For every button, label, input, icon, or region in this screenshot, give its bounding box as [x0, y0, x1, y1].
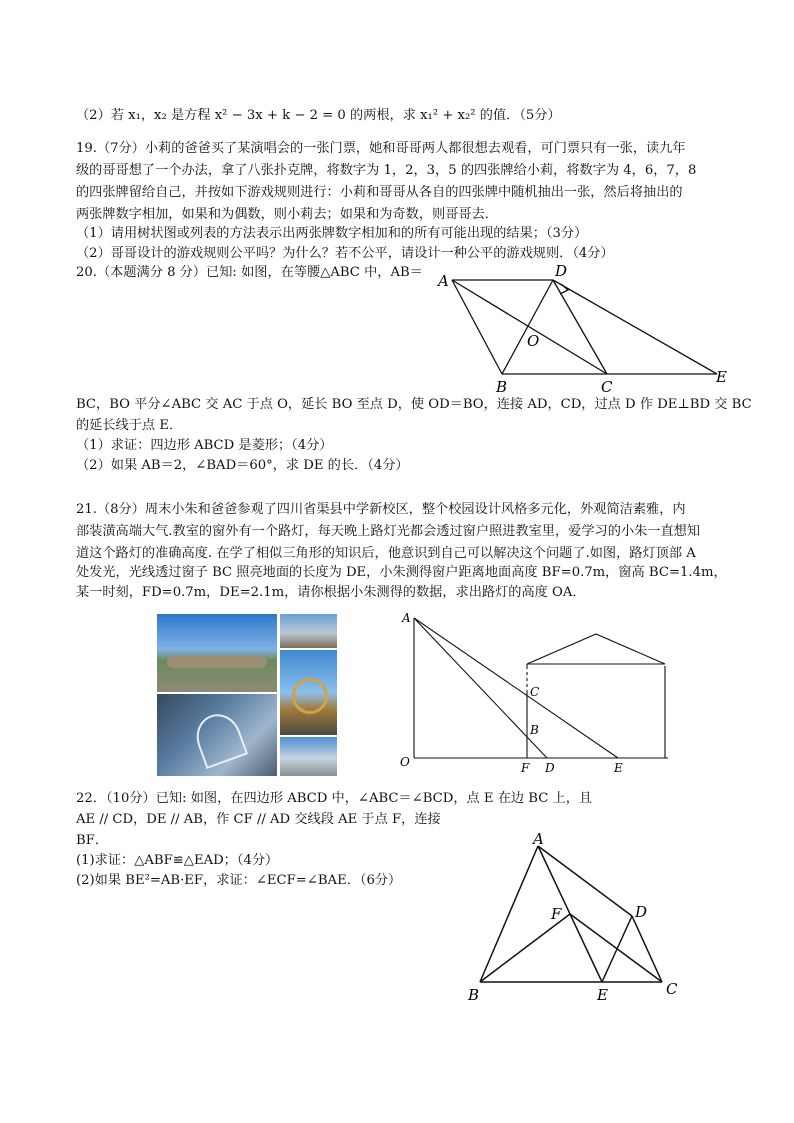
- rhombus-figure: [430, 256, 740, 396]
- q19-line-3: 的四张牌留给自己，并按如下游戏规则进行：小莉和哥哥从各自的四张牌中随机抽出一张，然后将抽出的: [76, 185, 683, 200]
- campus-photo-5: [280, 737, 337, 776]
- street-light-figure: [390, 606, 680, 778]
- q22-line-3: BF．: [76, 833, 109, 848]
- label-e: E: [716, 368, 727, 386]
- q22-part1: (1)求证：△ABF≌△EAD；（4分）: [76, 853, 279, 868]
- label-f: F: [521, 761, 530, 775]
- q21-line-2: 部装潢高端大气.教室的窗外有一个路灯，每天晚上路灯光都会透过窗户照进教室里，爱学习的小朱一直想知: [76, 524, 701, 539]
- q21-line-3: 道这个路灯的准确高度. 在学了相似三角形的知识后，他意识到自己可以解决这个问题了.如图，路灯顶部 A: [76, 546, 696, 561]
- q22-line-2: AE // CD，DE // AB，作 CF // AD 交线段 AE 于点 F，连接: [76, 812, 441, 827]
- label-b: B: [496, 378, 508, 396]
- segment-ac: [452, 280, 607, 374]
- segment-bf: [480, 914, 570, 982]
- campus-photo-2: [157, 694, 277, 776]
- q20-line-3: 的延长线于点 E．: [76, 418, 183, 433]
- q19-part2: （2）哥哥设计的游戏规则公平吗？为什么？若不公平，请设计一种公平的游戏规则．（4分）: [76, 246, 614, 261]
- q20-head: 20.（本题满分 8 分）已知: 如图，在等腰△ABC 中，AB＝: [76, 265, 423, 280]
- q18-part2: （2）若 x₁，x₂ 是方程 x² − 3x + k − 2 = 0 的两根，求 x₁² + x₂² 的值．（5分）: [76, 108, 561, 123]
- campus-photo-4: [280, 650, 337, 735]
- label-b: B: [530, 723, 539, 737]
- label-c: C: [601, 378, 613, 396]
- q19-line-2: 级的哥哥想了一个办法，拿了八张扑克牌，将数字为 1，2，3，5 的四张牌给小莉，将数字为 4，6，7，8: [76, 163, 697, 178]
- label-c: C: [530, 685, 540, 699]
- label-o: O: [527, 332, 540, 350]
- campus-photo-1: [157, 614, 277, 692]
- q19-part1: （1）请用树状图或列表的方法表示出两张牌数字相加和的所有可能出现的结果；（3分）: [76, 226, 588, 241]
- q20-line-2: BC，BO 平分∠ABC 交 AC 于点 O，延长 BO 至点 D，使 OD＝BO，连接 AD，CD，过点 D 作 DE⊥BD 交 BC: [76, 397, 752, 412]
- q19-line-1: 19.（7分）小莉的爸爸买了某演唱会的一张门票，她和哥哥两人都很想去观看，可门票只有一张，读九年: [76, 141, 686, 156]
- q20-part2: （2）如果 AB＝2，∠BAD＝60°，求 DE 的长．（4分）: [76, 458, 409, 473]
- building-roof: [527, 634, 665, 664]
- q21-line-4: 处发光，光线透过窗子 BC 照亮地面的长度为 DE，小朱测得窗户距离地面高度 BF=0.7m，窗高 BC=1.4m，: [76, 565, 727, 580]
- segment-dc: [632, 916, 662, 982]
- label-c: C: [666, 980, 678, 998]
- label-d: D: [545, 761, 555, 775]
- segment-bd: [502, 280, 553, 374]
- label-o: O: [400, 755, 410, 769]
- q21-line-1: 21.（8分）周末小朱和爸爸参观了四川省渠县中学新校区，整个校园设计风格多元化，外观简洁素雅，内: [76, 502, 686, 517]
- q19-line-4: 两张牌数字相加，如果和为偶数，则小莉去；如果和为奇数，则哥哥去．: [76, 207, 498, 222]
- q20-part1: （1）求证：四边形 ABCD 是菱形；（4分）: [76, 438, 333, 453]
- segment-de: [553, 280, 717, 374]
- q22-part2: (2)如果 BE²=AB·EF，求证：∠ECF=∠BAE．（6分）: [76, 873, 402, 888]
- label-f: F: [551, 905, 562, 923]
- campus-photo-3: [280, 614, 337, 648]
- q21-line-5: 某一时刻，FD=0.7m，DE=2.1m，请你根据小朱测得的数据，求出路灯的高度 OA．: [76, 585, 586, 600]
- segment-fc: [570, 914, 662, 982]
- segment-ab: [452, 280, 502, 374]
- label-a: A: [438, 272, 449, 290]
- label-e: E: [614, 761, 623, 775]
- label-d: D: [635, 903, 648, 921]
- ray-ae: [414, 618, 618, 758]
- label-d: D: [555, 262, 568, 280]
- label-b: B: [468, 986, 480, 1004]
- q22-line-1: 22．（10分）已知: 如图，在四边形 ABCD 中，∠ABC＝∠BCD，点 E 在边 BC 上，且: [76, 791, 593, 806]
- right-angle-mark: [560, 284, 568, 294]
- label-a: A: [402, 611, 411, 625]
- segment-ab: [480, 846, 538, 982]
- label-e: E: [597, 986, 608, 1004]
- label-a: A: [533, 830, 544, 848]
- quadrilateral-figure: [460, 830, 690, 1005]
